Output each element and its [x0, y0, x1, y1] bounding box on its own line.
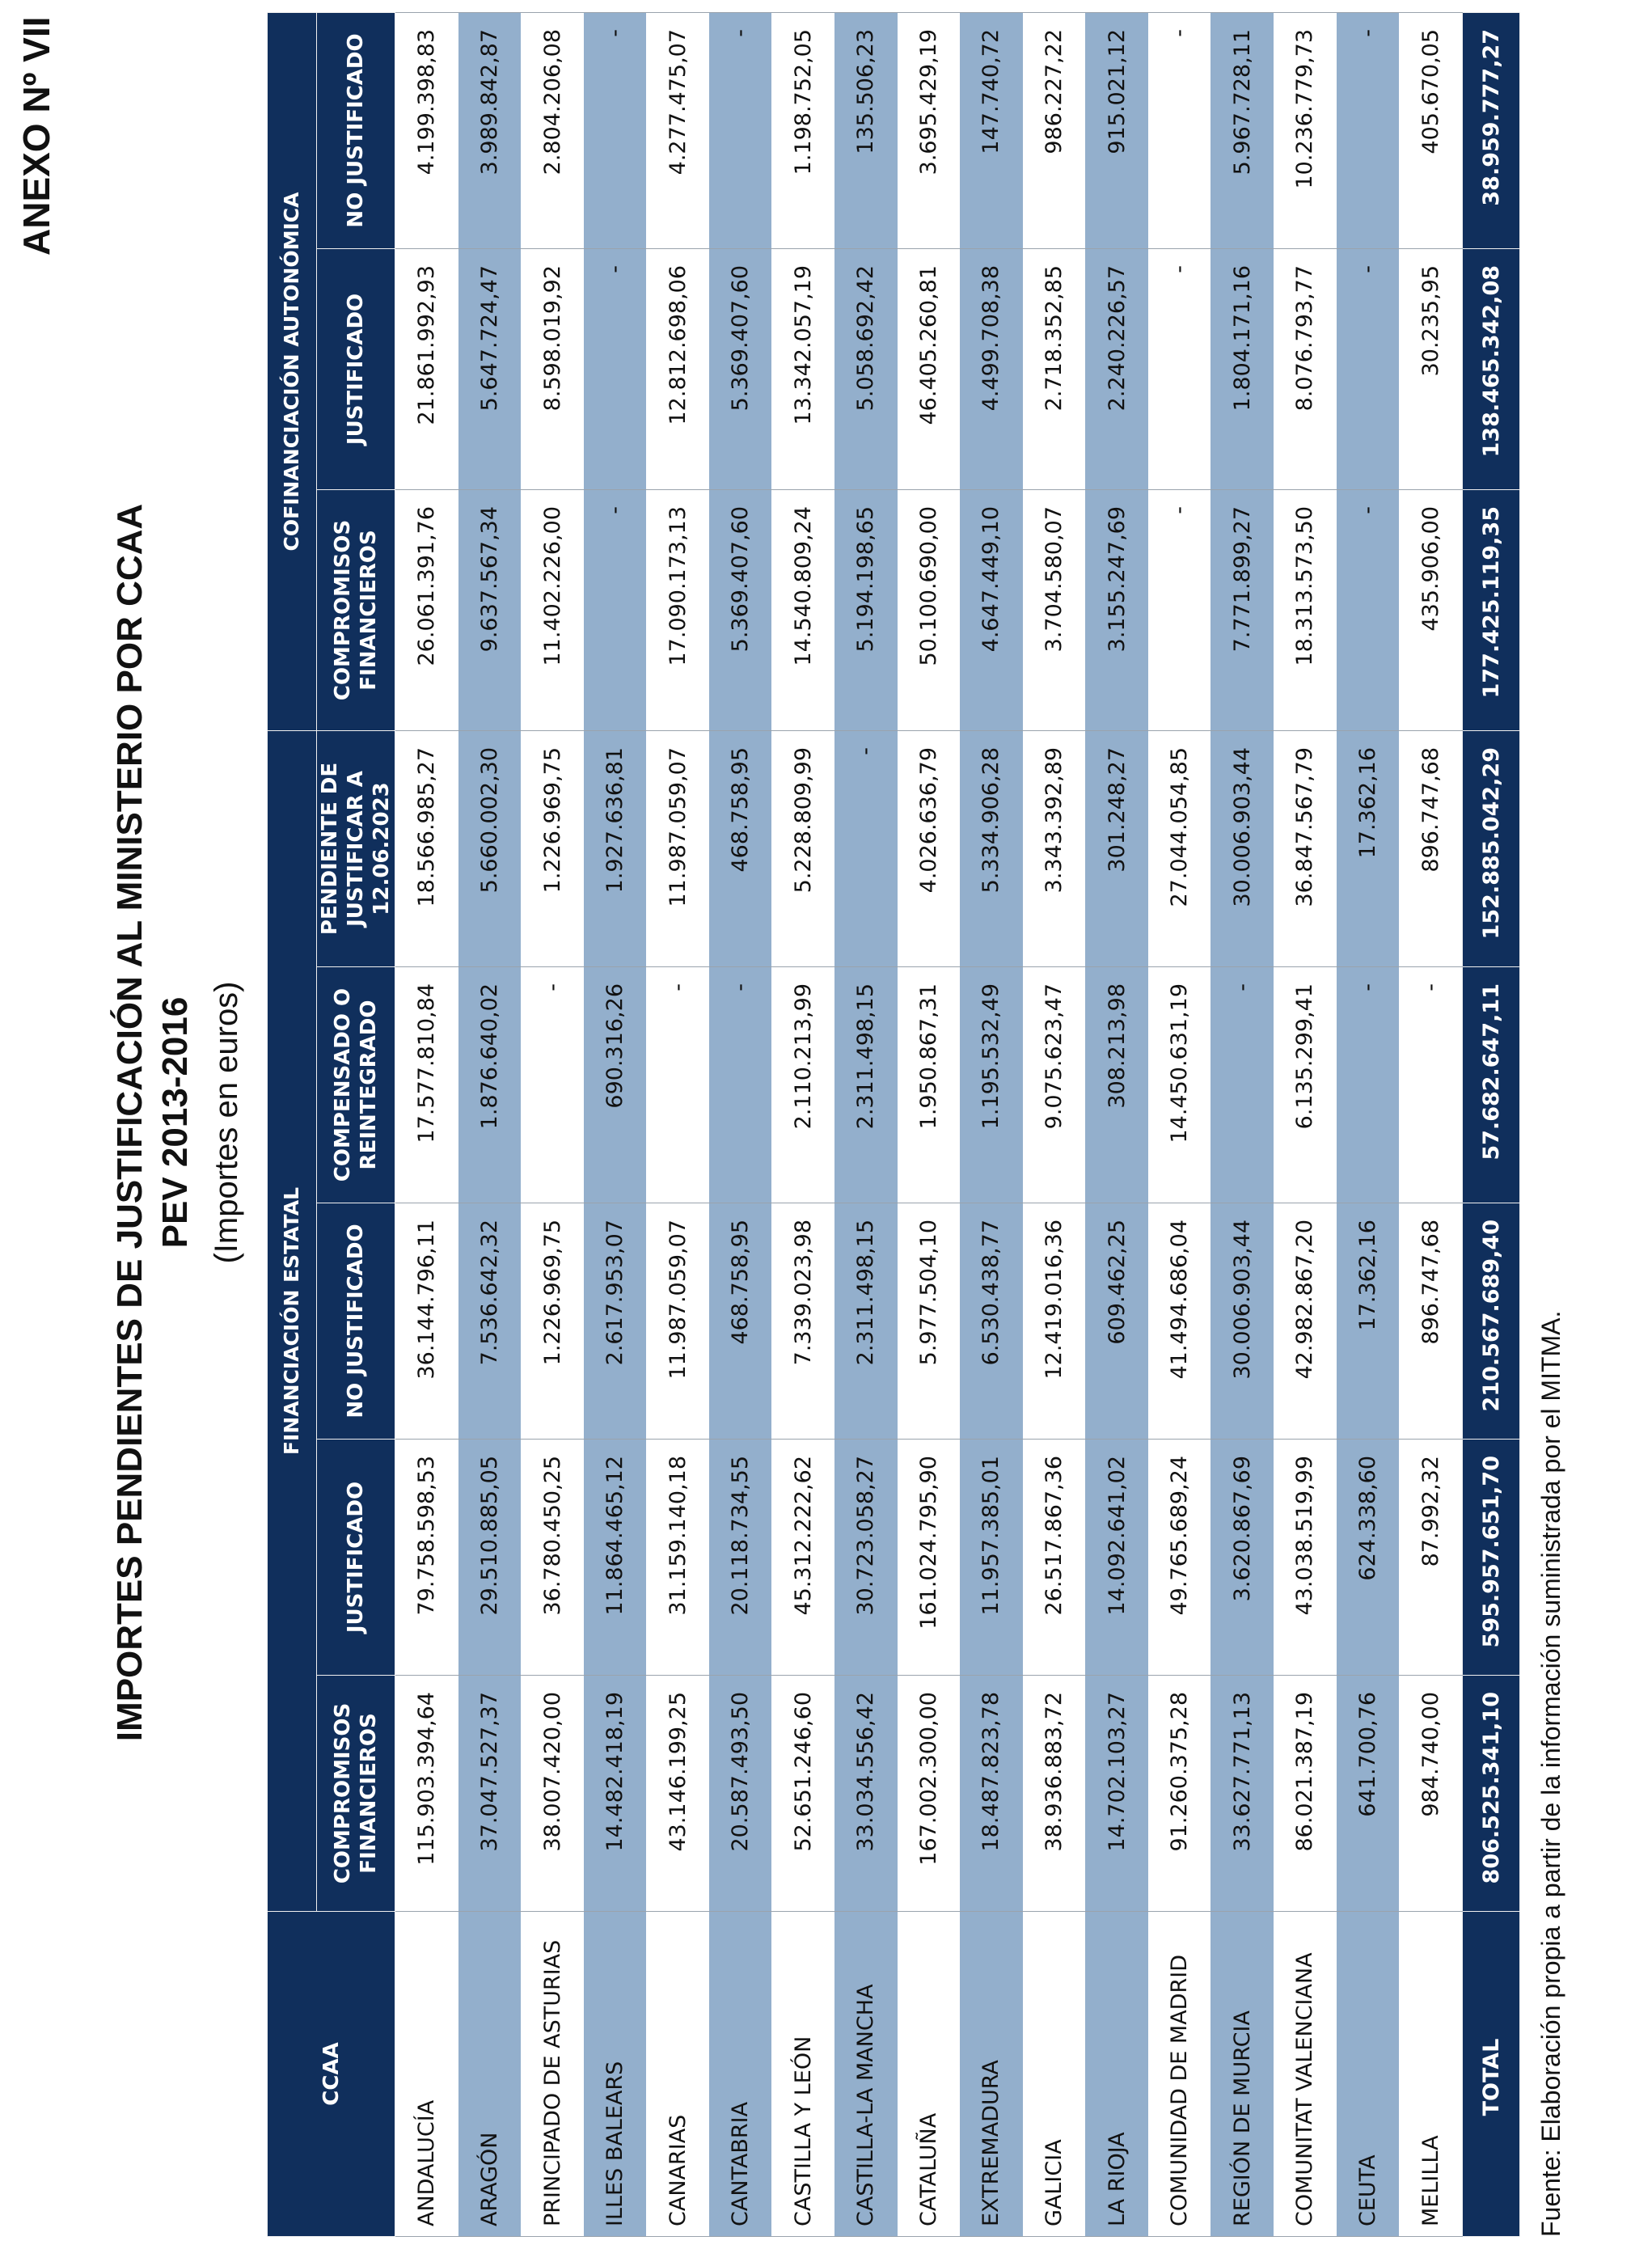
ccaa-name-cell: REGIÓN DE MURCIA [1210, 1912, 1274, 2237]
amount-cell: 896.747,68 [1399, 730, 1462, 966]
amount-cell: 21.861.992,93 [395, 248, 458, 489]
ccaa-name-cell: LA RIOJA [1085, 1912, 1148, 2237]
total-value: 57.682.647,11 [1463, 967, 1520, 1203]
amount-cell: 33.627.771,13 [1210, 1676, 1274, 1912]
amount-cell: 3.620.867,69 [1210, 1440, 1274, 1676]
table-row [395, 12, 458, 2236]
amount-cell: 4.277.475,07 [646, 12, 709, 248]
amount-cell: 30.006.903,44 [1210, 730, 1274, 966]
amount-cell: 5.660.002,30 [458, 730, 522, 966]
total-label: TOTAL [1463, 1912, 1520, 2237]
amount-cell: 29.510.885,05 [458, 1440, 522, 1676]
amount-cell: 38.936.883,72 [1023, 1676, 1086, 1912]
amount-cell: 11.987.059,07 [646, 1203, 709, 1440]
amount-cell: 1.927.636,81 [584, 730, 647, 966]
column-header: NO JUSTIFICADO [317, 12, 395, 248]
amount-cell: 5.334.906,28 [960, 730, 1023, 966]
amount-cell: 14.702.103,27 [1085, 1676, 1148, 1912]
amount-cell: 43.038.519,99 [1274, 1440, 1337, 1676]
amount-cell: 9.637.567,34 [458, 489, 522, 730]
page-title: IMPORTES PENDIENTES DE JUSTIFICACIÓN AL MINISTERIO POR CCAA [110, 503, 150, 1742]
amount-cell: 20.587.493,50 [709, 1676, 772, 1912]
amount-cell: - [1148, 12, 1211, 248]
amount-cell: 2.617.953,07 [584, 1203, 647, 1440]
amount-cell: 8.598.019,92 [521, 248, 584, 489]
amount-cell: - [1148, 489, 1211, 730]
ccaa-name-cell: COMUNITAT VALENCIANA [1274, 1912, 1337, 2237]
amount-cell: 405.670,05 [1399, 12, 1462, 248]
amount-cell: - [584, 12, 647, 248]
amount-cell: 2.240.226,57 [1085, 248, 1148, 489]
amount-cell: 36.780.450,25 [521, 1440, 584, 1676]
amount-cell: 167.002.300,00 [898, 1676, 961, 1912]
amount-cell: 624.338,60 [1337, 1440, 1400, 1676]
amount-cell: - [1337, 248, 1400, 489]
amount-cell: 20.118.734,55 [709, 1440, 772, 1676]
ccaa-column-header: CCAA [268, 1912, 395, 2237]
amount-cell: - [1148, 248, 1211, 489]
amount-cell: 308.213,98 [1085, 967, 1148, 1203]
ccaa-name-cell: EXTREMADURA [960, 1912, 1023, 2237]
amount-cell: - [1337, 967, 1400, 1203]
amount-cell: 11.987.059,07 [646, 730, 709, 966]
amount-cell: 5.194.198,65 [834, 489, 898, 730]
amount-cell: - [1210, 967, 1274, 1203]
table-row [1085, 12, 1148, 2236]
ccaa-name-cell: CANARIAS [646, 1912, 709, 2237]
table-row [771, 12, 834, 2236]
amount-cell: - [1337, 489, 1400, 730]
table-row [1399, 12, 1462, 2236]
amount-cell: 87.992,32 [1399, 1440, 1462, 1676]
amount-cell: 3.343.392,89 [1023, 730, 1086, 966]
amount-cell: - [709, 967, 772, 1203]
table-row [646, 12, 709, 2236]
amount-cell: 4.647.449,10 [960, 489, 1023, 730]
amount-cell: - [646, 967, 709, 1203]
amount-cell: 5.967.728,11 [1210, 12, 1274, 248]
amount-cell: 79.758.598,53 [395, 1440, 458, 1676]
amount-cell: 3.704.580,07 [1023, 489, 1086, 730]
amount-cell: 50.100.690,00 [898, 489, 961, 730]
amount-cell: 13.342.057,19 [771, 248, 834, 489]
amount-cell: 1.950.867,31 [898, 967, 961, 1203]
table-row [521, 12, 584, 2236]
amount-cell: 12.419.016,36 [1023, 1203, 1086, 1440]
amount-cell: - [1399, 967, 1462, 1203]
amount-cell: - [709, 12, 772, 248]
amount-cell: 3.695.429,19 [898, 12, 961, 248]
table-row [458, 12, 522, 2236]
amount-cell: 6.135.299,41 [1274, 967, 1337, 1203]
ccaa-name-cell: ILLES BALEARS [584, 1912, 647, 2237]
group-header-estatal: FINANCIACIÓN ESTATAL [268, 730, 317, 1911]
amount-cell: 14.450.631,19 [1148, 967, 1211, 1203]
amount-cell: 38.007.420,00 [521, 1676, 584, 1912]
amount-cell: 896.747,68 [1399, 1203, 1462, 1440]
amount-cell: 3.155.247,69 [1085, 489, 1148, 730]
ccaa-name-cell: ARAGÓN [458, 1912, 522, 2237]
amount-cell: 2.311.498,15 [834, 967, 898, 1203]
amount-cell: 41.494.686,04 [1148, 1203, 1211, 1440]
amount-cell: 31.159.140,18 [646, 1440, 709, 1676]
amount-cell: 17.362,16 [1337, 1203, 1400, 1440]
amount-cell: 4.499.708,38 [960, 248, 1023, 489]
pending-justification-table [267, 12, 1520, 2237]
group-header-autonomica: COFINANCIACIÓN AUTONÓMICA [268, 12, 317, 730]
amount-cell: 18.313.573,50 [1274, 489, 1337, 730]
page-subtitle: PEV 2013-2016 [155, 996, 195, 1249]
amount-cell: 33.034.556,42 [834, 1676, 898, 1912]
amount-cell: 11.864.465,12 [584, 1440, 647, 1676]
table-row [584, 12, 647, 2236]
amount-cell: 52.651.246,60 [771, 1676, 834, 1912]
amount-cell: 17.577.810,84 [395, 967, 458, 1203]
ccaa-name-cell: CASTILLA-LA MANCHA [834, 1912, 898, 2237]
column-header: COMPROMISOS FINANCIEROS [317, 1676, 395, 1912]
amount-cell: 301.248,27 [1085, 730, 1148, 966]
ccaa-name-cell: ANDALUCÍA [395, 1912, 458, 2237]
column-header-row [317, 12, 395, 2236]
ccaa-name-cell: COMUNIDAD DE MADRID [1148, 1912, 1211, 2237]
amount-cell: 6.530.438,77 [960, 1203, 1023, 1440]
amount-cell: 14.540.809,24 [771, 489, 834, 730]
total-value: 595.957.651,70 [1463, 1440, 1520, 1676]
amount-cell: 49.765.689,24 [1148, 1440, 1211, 1676]
amount-cell: - [834, 730, 898, 966]
table-row [709, 12, 772, 2236]
total-value: 38.959.777,27 [1463, 12, 1520, 248]
amount-cell: 17.090.173,13 [646, 489, 709, 730]
amount-cell: 915.021,12 [1085, 12, 1148, 248]
amount-cell: 18.566.985,27 [395, 730, 458, 966]
amount-cell: 42.982.867,20 [1274, 1203, 1337, 1440]
annex-label: ANEXO Nº VII [15, 16, 57, 256]
total-value: 138.465.342,08 [1463, 248, 1520, 489]
amount-cell: 7.536.642,32 [458, 1203, 522, 1440]
amount-cell: 641.700,76 [1337, 1676, 1400, 1912]
amount-cell: - [584, 489, 647, 730]
total-value: 152.885.042,29 [1463, 730, 1520, 966]
amount-cell: 7.339.023,98 [771, 1203, 834, 1440]
table-row [834, 12, 898, 2236]
ccaa-name-cell: CASTILLA Y LEÓN [771, 1912, 834, 2237]
column-header: JUSTIFICADO [317, 248, 395, 489]
amount-cell: 26.061.391,76 [395, 489, 458, 730]
column-header: COMPENSADO O REINTEGRADO [317, 967, 395, 1203]
column-header: COMPROMISOS FINANCIEROS [317, 489, 395, 730]
amount-cell: 4.026.636,79 [898, 730, 961, 966]
amount-cell: - [1337, 12, 1400, 248]
amount-cell: 14.092.641,02 [1085, 1440, 1148, 1676]
amount-cell: 45.312.222,62 [771, 1440, 834, 1676]
ccaa-name-cell: CATALUÑA [898, 1912, 961, 2237]
table-row [960, 12, 1023, 2236]
amount-cell: 11.957.385,01 [960, 1440, 1023, 1676]
ccaa-name-cell: CEUTA [1337, 1912, 1400, 2237]
amount-cell: 30.723.058,27 [834, 1440, 898, 1676]
amount-cell: 17.362,16 [1337, 730, 1400, 966]
amount-cell: 690.316,26 [584, 967, 647, 1203]
amount-cell: 5.369.407,60 [709, 489, 772, 730]
amount-cell: 468.758,95 [709, 730, 772, 966]
amount-cell: 986.227,22 [1023, 12, 1086, 248]
group-header-row [268, 12, 317, 2236]
amount-cell: 2.311.498,15 [834, 1203, 898, 1440]
amount-cell: 9.075.623,47 [1023, 967, 1086, 1203]
amount-cell: 26.517.867,36 [1023, 1440, 1086, 1676]
amount-cell: 30.235,95 [1399, 248, 1462, 489]
amount-cell: 5.369.407,60 [709, 248, 772, 489]
amount-cell: 1.876.640,02 [458, 967, 522, 1203]
total-row [1463, 12, 1520, 2236]
amount-cell: 2.804.206,08 [521, 12, 584, 248]
table-row [898, 12, 961, 2236]
amount-cell: 5.228.809,99 [771, 730, 834, 966]
amount-cell: 1.195.532,49 [960, 967, 1023, 1203]
amount-cell: - [584, 248, 647, 489]
total-value: 806.525.341,10 [1463, 1676, 1520, 1912]
amount-cell: 91.260.375,28 [1148, 1676, 1211, 1912]
amount-cell: 27.044.054,85 [1148, 730, 1211, 966]
amount-cell: 468.758,95 [709, 1203, 772, 1440]
amount-cell: 609.462,25 [1085, 1203, 1148, 1440]
ccaa-name-cell: PRINCIPADO DE ASTURIAS [521, 1912, 584, 2237]
amount-cell: 5.058.692,42 [834, 248, 898, 489]
amount-cell: 14.482.418,19 [584, 1676, 647, 1912]
amount-cell: 12.812.698,06 [646, 248, 709, 489]
amount-cell: 3.989.842,87 [458, 12, 522, 248]
amount-cell: 8.076.793,77 [1274, 248, 1337, 489]
source-note: Fuente: Elaboración propia a partir de la información suministrada por el MITMA. [1536, 1310, 1565, 2237]
amount-cell: 36.144.796,11 [395, 1203, 458, 1440]
amount-cell: 135.506,23 [834, 12, 898, 248]
table-body [395, 12, 1463, 2236]
table-row [1210, 12, 1274, 2236]
table-row [1148, 12, 1211, 2236]
amount-cell: 4.199.398,83 [395, 12, 458, 248]
ccaa-name-cell: GALICIA [1023, 1912, 1086, 2237]
amount-cell: 5.977.504,10 [898, 1203, 961, 1440]
column-header: JUSTIFICADO [317, 1440, 395, 1676]
amount-cell: - [521, 967, 584, 1203]
amount-cell: 1.226.969,75 [521, 730, 584, 966]
column-header: NO JUSTIFICADO [317, 1203, 395, 1440]
amount-cell: 46.405.260,81 [898, 248, 961, 489]
amount-cell: 147.740,72 [960, 12, 1023, 248]
ccaa-name-cell: CANTABRIA [709, 1912, 772, 2237]
amount-cell: 36.847.567,79 [1274, 730, 1337, 966]
amount-cell: 2.110.213,99 [771, 967, 834, 1203]
amount-cell: 5.647.724,47 [458, 248, 522, 489]
column-header: PENDIENTE DE JUSTIFICAR A 12.06.2023 [317, 730, 395, 966]
amount-cell: 1.198.752,05 [771, 12, 834, 248]
total-value: 177.425.119,35 [1463, 489, 1520, 730]
table-row [1337, 12, 1400, 2236]
amount-cell: 115.903.394,64 [395, 1676, 458, 1912]
amount-cell: 18.487.823,78 [960, 1676, 1023, 1912]
amount-cell: 10.236.779,73 [1274, 12, 1337, 248]
amount-cell: 161.024.795,90 [898, 1440, 961, 1676]
amount-cell: 30.006.903,44 [1210, 1203, 1274, 1440]
amount-cell: 7.771.899,27 [1210, 489, 1274, 730]
amount-cell: 2.718.352,85 [1023, 248, 1086, 489]
amount-cell: 86.021.387,19 [1274, 1676, 1337, 1912]
amount-cell: 984.740,00 [1399, 1676, 1462, 1912]
table-row [1274, 12, 1337, 2236]
table-row [1023, 12, 1086, 2236]
total-value: 210.567.689,40 [1463, 1203, 1520, 1440]
amount-cell: 1.804.171,16 [1210, 248, 1274, 489]
amount-cell: 11.402.226,00 [521, 489, 584, 730]
amount-cell: 37.047.527,37 [458, 1676, 522, 1912]
amount-cell: 435.906,00 [1399, 489, 1462, 730]
ccaa-name-cell: MELILLA [1399, 1912, 1462, 2237]
amount-cell: 43.146.199,25 [646, 1676, 709, 1912]
units-note: (Importes en euros) [209, 981, 244, 1264]
amount-cell: 1.226.969,75 [521, 1203, 584, 1440]
